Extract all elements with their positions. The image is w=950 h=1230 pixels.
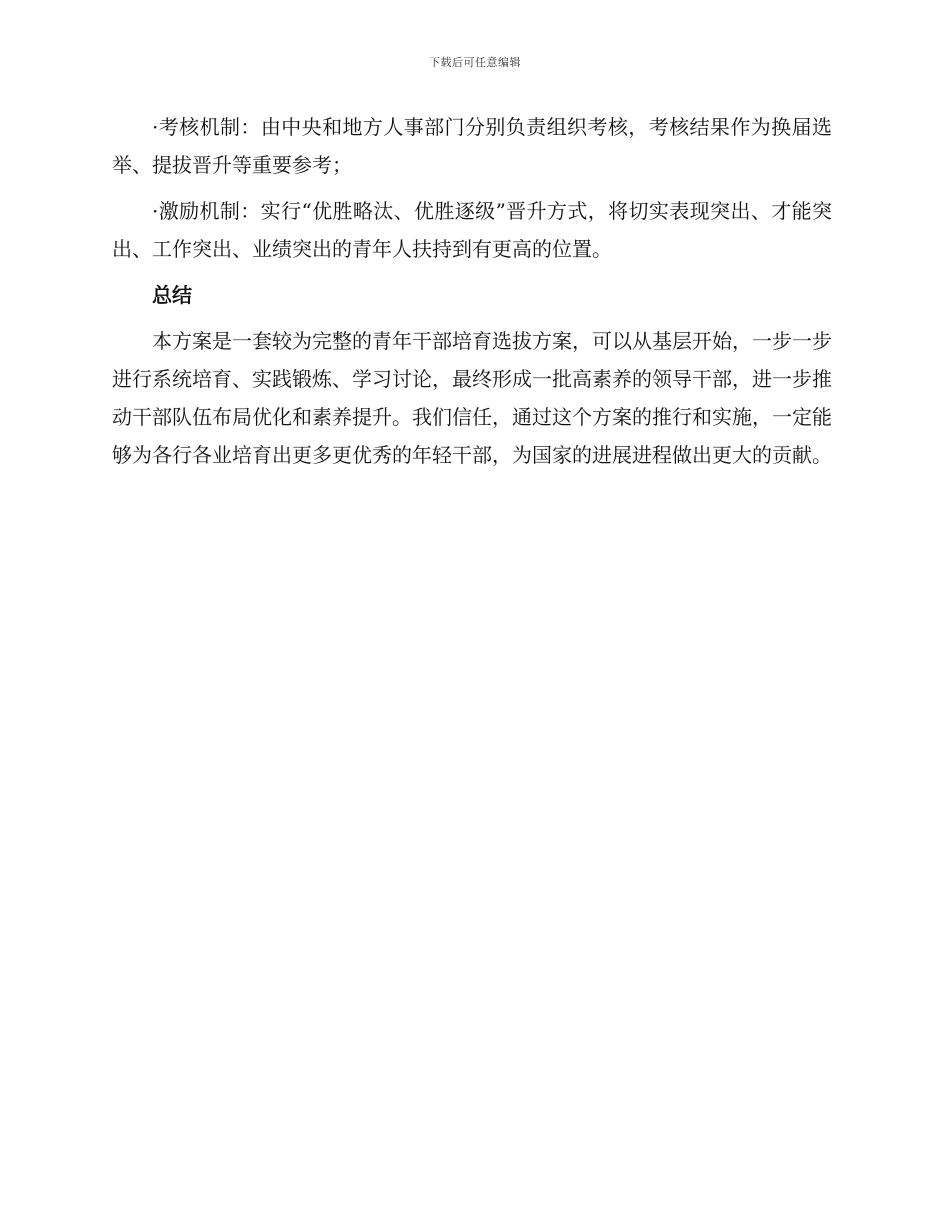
summary-paragraph: 本方案是一套较为完整的青年干部培育选拔方案，可以从基层开始，一步一步进行系统培育、实践锻炼、学习讨论，最终形成一批高素养的领导干部，进一步推动干部队伍布局优化和素养提升。我们信任，通过这个方案的推行和实施，一定能够为各行各业培育出更多更优秀的年轻干部，为国家的进展进程做出更大的贡献。: [112, 329, 832, 467]
page-header: 下载后可任意编辑: [429, 56, 521, 69]
document-body: [112, 108, 832, 482]
summary-heading: 总结: [152, 283, 192, 307]
incentive-mechanism-paragraph: ·激励机制：实行“优胜略汰、优胜逐级”晋升方式，将切实表现突出、才能突出、工作突出、业绩突出的青年人扶持到有更高的位置。: [112, 199, 832, 261]
assessment-mechanism-paragraph: ·考核机制：由中央和地方人事部门分别负责组织考核，考核结果作为换届选举、提拔晋升等重要参考；: [112, 115, 832, 177]
